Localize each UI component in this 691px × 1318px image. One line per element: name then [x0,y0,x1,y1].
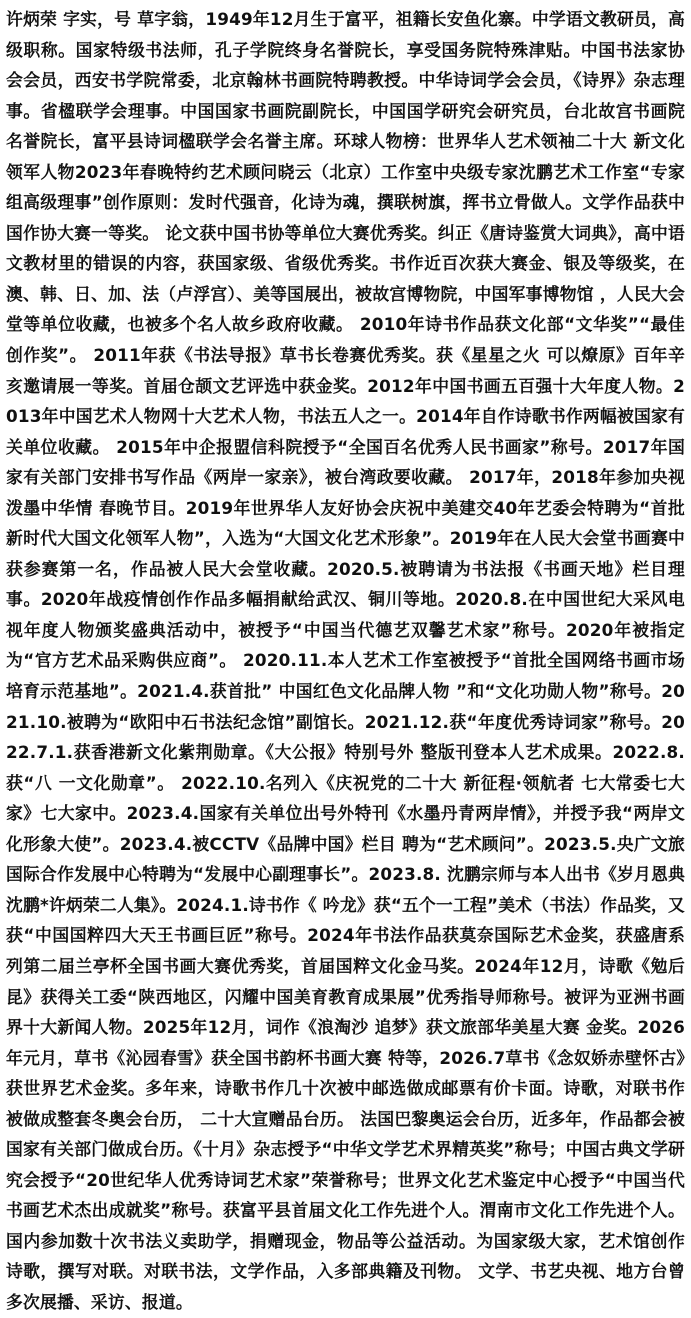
biography-text: 许炳荣 字实，号 草字翁，1949年12月生于富平，祖籍长安鱼化寨。中学语文教研员，高级职称。国家特级书法师，孔子学院终身名誉院长，享受国务院特殊津贴。中国书法家协会会员，西安书学院常委，北京翰林书画院特聘教授。中华诗词学会会员，《诗界》杂志理事。省楹联学会理事。中国国家书画院副院长，中国国学研究会研究员，台北故宫书画院名誉院长，富平县诗词楹联学会名誉主席。环球人物榜：世界华人艺术领袖二十大 新文化领军人物2023年春晚特约艺术顾问晓云（北京）工作室中央级专家沈鹏艺术工作室“专家组高级理事”创作原则：发时代强音，化诗为魂，撰联树旗，挥书立骨做人。文学作品获中国作协大赛一等奖。 论文获中国书协等单位大赛优秀奖。纠正《唐诗鉴赏大词典》，高中语文教材里的错误的内容，获国家级、省级优秀奖。书作近百次获大赛金、银及等级奖，在澳、韩、日、加、法（卢浮宫）、美等国展出，被故宫博物院，中国军事博物馆 ，人民大会堂等单位收藏，也被多个名人故乡政府收藏。 2010年诗书作品获文化部“文华奖”“最佳创作奖”。 2011年获《书法导报》草书长卷赛优秀奖。获《星星之火 可以燎原》百年辛亥邀请展一等奖。首届仓颉文艺评选中获金奖。2012年中国书画五百强十大年度人物。2013年中国艺术人物网十大艺术人物，书法五人之一。2014年自作诗歌书作两幅被国家有关单位收藏。 2015年中企报盟信科院授予“全国百名优秀人民书画家”称号。2017年国家有关部门安排书写作品《两岸一家亲》，被台湾政要收藏。 2017年，2018年参加央视 泼墨中华情 春晚节目。2019年世界华人友好协会庆祝中美建交40年艺委会特聘为“首批新时代大国文化领军人物”，入选为“大国文化艺术形象”。2019年在人民大会堂书画赛中获参赛第一名，作品被人民大会堂收藏。2020.5.被聘请为书法报《书画天地》栏目理事。2020年战疫情创作作品多幅捐献给武汉、铜川等地。2020.8.在中国世纪大采风电视年度人物颁奖盛典活动中，被授予“中国当代德艺双馨艺术家”称号。2020年被指定为“官方艺术品采购供应商”。 2020.11.本人艺术工作室被授予“首批全国网络书画市场培育示范基地”。2021.4.获首批” 中国红色文化品牌人物 ”和“文化功勋人物”称号。2021.10.被聘为“欧阳中石书法纪念馆”副馆长。2021.12.获“年度优秀诗词家”称号。2022.7.1.获香港新文化紫荆勋章。《大公报》特别号外 整版刊登本人艺术成果。2022.8. 获“八 一文化勋章”。 2022.10.名列入《庆祝党的二十大 新征程·领航者 七大常委七大家》七大家中。2023.4.国家有关单位出号外特刊《水墨丹青两岸情》，并授予我“两岸文化形象大使”。2023.4.被CCTV《品牌中国》栏目 聘为“艺术顾问”。2023.5.央广文旅国际合作发展中心特聘为“发展中心副理事长”。2023.8. 沈鹏宗师与本人出书《岁月恩典 沈鹏*许炳荣二人集》。2024.1.诗书作《 吟龙》获“五个一工程”美术（书法）作品奖，又获“中国国粹四大天王书画巨匠”称号。2024年书法作品获莫奈国际艺术金奖，获盛唐系列第二届兰亭杯全国书画大赛优秀奖，首届国粹文化金马奖。2024年12月，诗歌《勉后昆》获得关工委“陕西地区，闪耀中国美育教育成果展”优秀指导师称号。被评为亚洲书画界十大新闻人物。2025年12月，词作《浪淘沙 追梦》获文旅部华美星大赛 金奖。2026年元月，草书《沁园春雪》获全国书韵杯书画大赛 特等，2026.7草书《念奴娇赤壁怀古》获世界艺术金奖。多年来，诗歌书作几十次被中邮选做成邮票有价卡面。诗歌，对联书作被做成整套冬奥会台历， 二十大宣赠品台历。 法国巴黎奥运会台历，近多年，作品都会被国家有关部门做成台历。《十月》杂志授予“中华文学艺术界精英奖”称号；中国古典文学研究会授予“20世纪华人优秀诗词艺术家”荣誉称号；世界文化艺术鉴定中心授予“中国当代书画艺术杰出成就奖”称号。获富平县首届文化工作先进个人。渭南市文化工作先进个人。国内参加数十次书法义卖助学，捐赠现金，物品等公益活动。为国家级大家，艺术馆创作诗歌，撰写对联。对联书法，文学作品，入多部典籍及刊物。 文学、书艺央视、地方台曾多次展播、采访、报道。 [6,9,685,1312]
